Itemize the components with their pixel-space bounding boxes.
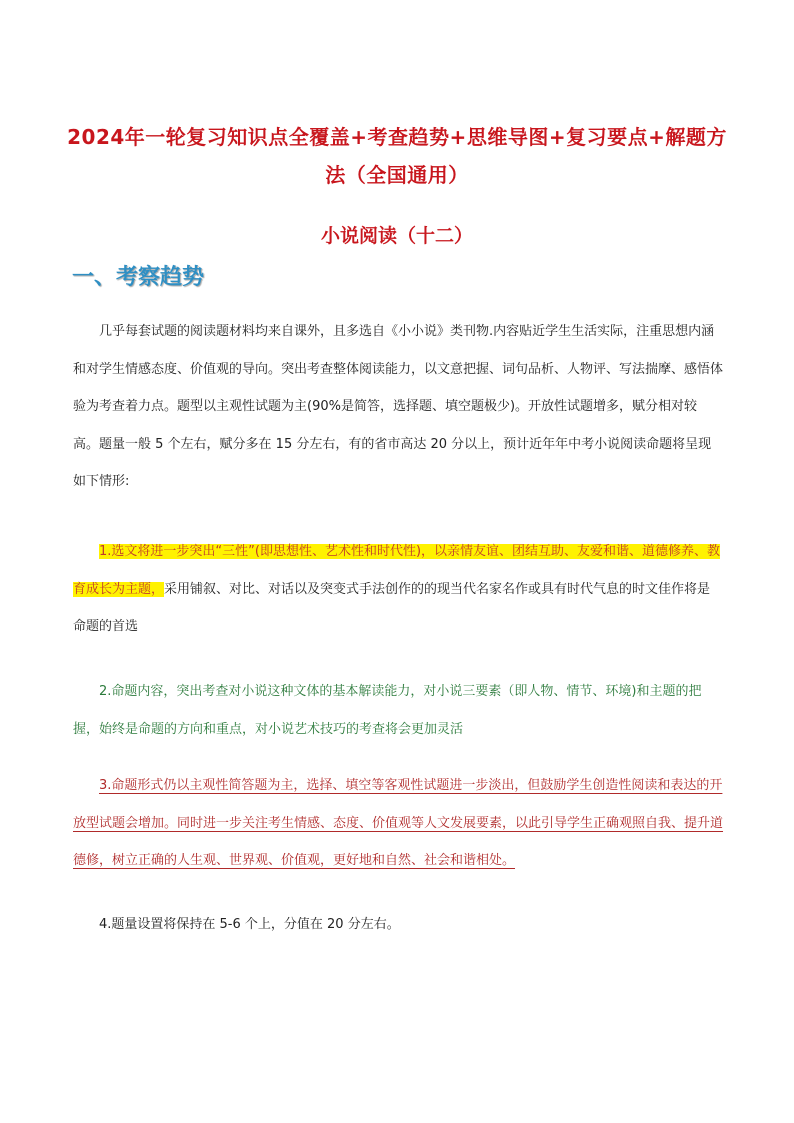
point-2-paragraph: 2.命题内容，突出考查对小说这种文体的基本解读能力，对小说三要素（即人物、情节、环境)和主题的把握，始终是命题的方向和重点，对小说艺术技巧的考查将会更加灵活 bbox=[73, 684, 702, 737]
document-title: 2024年一轮复习知识点全覆盖+考查趋势+思维导图+复习要点+解题方法（全国通用） bbox=[67, 125, 727, 187]
section-heading: 一、考察趋势 bbox=[72, 265, 205, 290]
point-3-paragraph bbox=[73, 767, 723, 880]
point-1-rest: 采用铺叙、对比、对话以及突变式手法创作的的现当代名家名作或具有时代气息的时文佳作将是命题的首选 bbox=[73, 581, 711, 634]
intro-paragraph: 几乎每套试题的阅读题材料均来自课外，且多选自《小小说》类刊物.内容贴近学生生活实际，注重思想内涵和对学生情感态度、价值观的导向。突出考查整体阅读能力，以文意把握、词句品析、人物评、写法揣摩、感悟体验为考查着力点。题型以主观性试题为主(90%是简答，选择题、填空题极少)。开放性试题增多，赋分相对较高。题量一般 5 个左右，赋分多在 15 分左右，有的省市高达 20 分以上，预计近年年中考小说阅读命题将呈现如下情形: bbox=[73, 324, 724, 489]
point-4-paragraph: 4.题量设置将保持在 5-6 个上，分值在 20 分左右。 bbox=[99, 917, 400, 932]
document-subtitle: 小说阅读（十二） bbox=[320, 225, 473, 247]
point-1-paragraph bbox=[73, 533, 723, 646]
point-3-text: 3.命题形式仍以主观性简答题为主，选择、填空等客观性试题进一步淡出，但鼓励学生创造性阅读和表达的开放型试题会增加。同时进一步关注考生情感、态度、价值观等人文发展要素，以此引导学生正确观照自我、提升道德修，树立正确的人生观、世界观、价值观，更好地和自然、社会和谐相处。 bbox=[73, 778, 724, 868]
point-1-highlight: 1.选文将进一步突出“三性”(即思想性、艺术性和时代性)，以亲情友谊、团结互助、友爱和谐、道德修养、教育成长为主题， bbox=[73, 544, 721, 597]
